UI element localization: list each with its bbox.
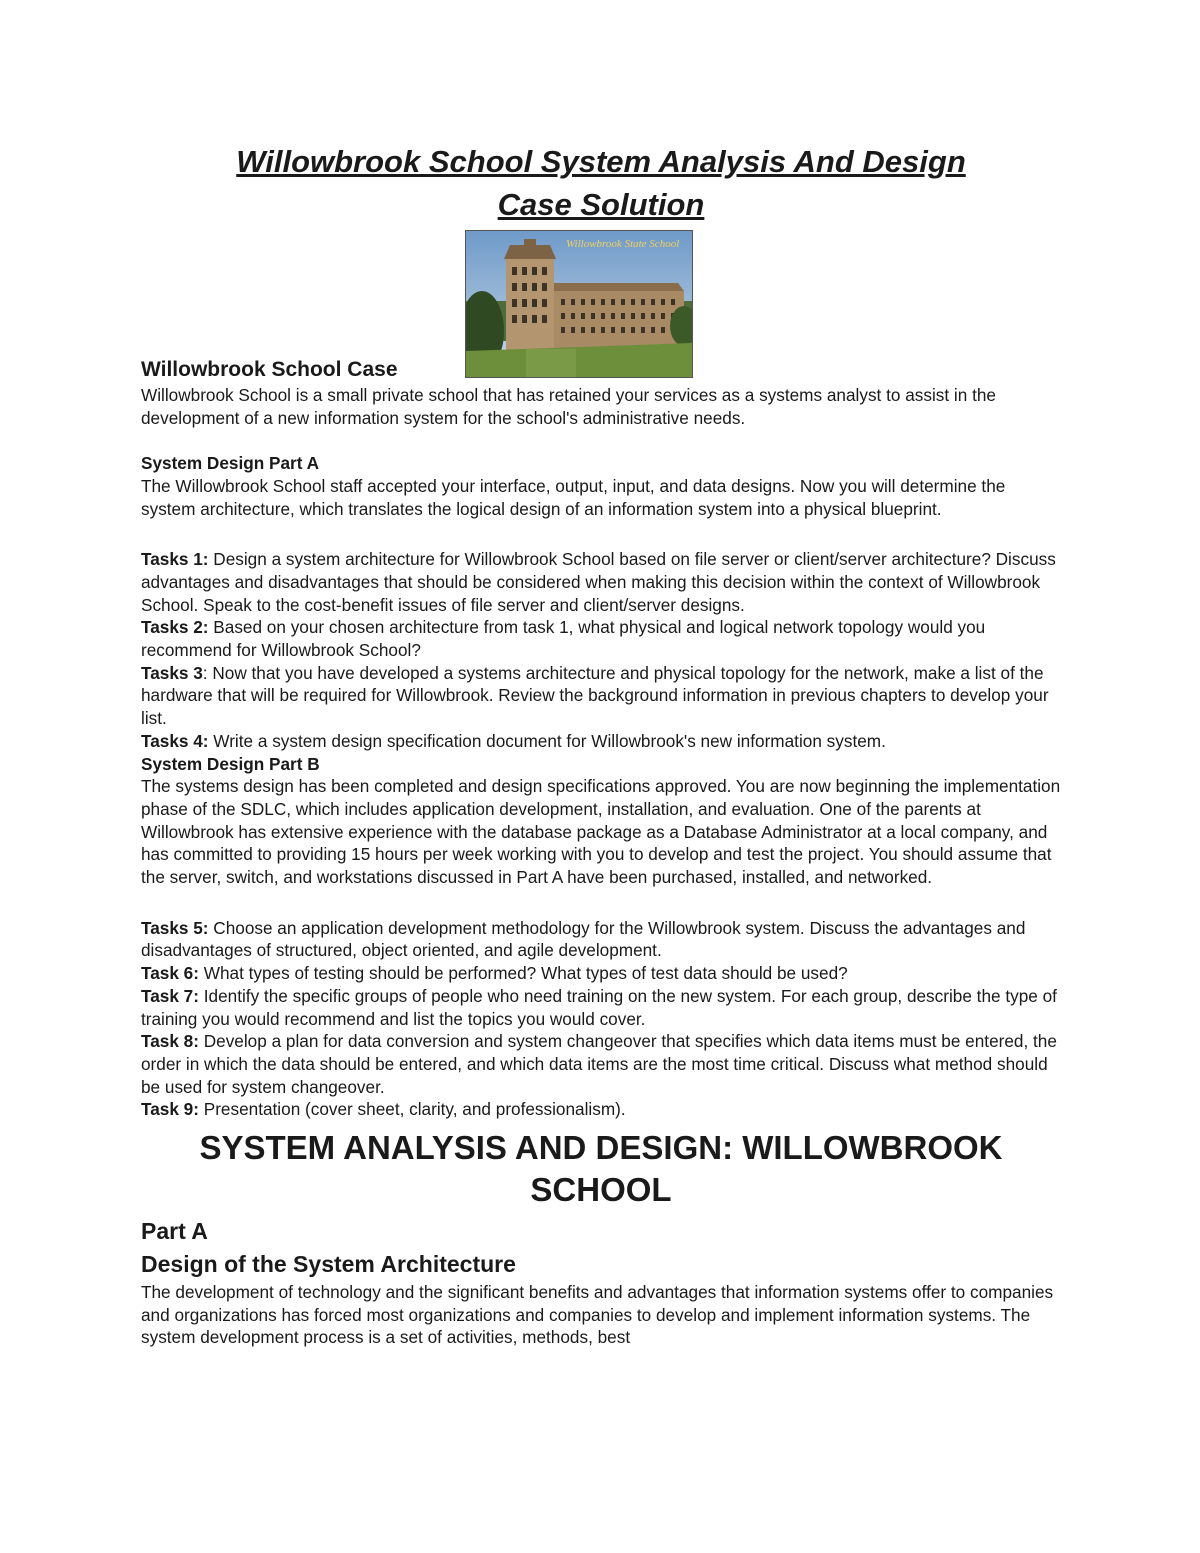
photo-caption-text: Willowbrook State School xyxy=(566,238,680,250)
task-item: Tasks 2: Based on your chosen architecture from task 1, what physical and logical network topology would you recommend for Willowbrook School? xyxy=(141,617,986,661)
document-title xyxy=(141,140,1061,226)
title-line-2: Case Solution xyxy=(497,187,705,222)
tasks-part-a xyxy=(141,548,1061,752)
task-item: Task 9: Presentation (cover sheet, clarity, and professionalism). xyxy=(141,1099,626,1120)
title-line-1: Willowbrook School System Analysis And Design xyxy=(236,144,966,179)
part-a-paragraph: The Willowbrook School staff accepted your interface, output, input, and data designs. Now you will determine the system architecture, which translates the logical design of an information system into a physical blueprint. xyxy=(141,475,1006,519)
school-building-photo xyxy=(465,230,693,378)
task-item: Task 6: What types of testing should be performed? What types of test data should be used? xyxy=(141,963,848,984)
final-paragraph: The development of technology and the significant benefits and advantages that information systems offer to companies and organizations has forced most organizations and companies to develop and implement information systems. The system development process is a set of activities, methods, best xyxy=(141,1282,1054,1348)
task-item: Tasks 3: Now that you have developed a systems architecture and physical topology for the network, make a list of the hardware that will be required for Willowbrook. Review the background information in previous chapters to develop your list. xyxy=(141,662,1049,729)
tasks-part-b xyxy=(141,917,1061,1121)
task-item: Tasks 5: Choose an application development methodology for the Willowbrook system. Discuss the advantages and disadvantages of structured, object oriented, and agile development. xyxy=(141,917,1026,961)
task-item: Task 7: Identify the specific groups of people who need training on the new system. For each group, describe the type of training you would recommend and list the topics you would cover. xyxy=(141,985,1057,1029)
part-a-title: Part A xyxy=(141,1218,208,1245)
intro-paragraph: Willowbrook School is a small private school that has retained your services as a systems analyst to assist in the development of a new information system for the school's administrative needs. xyxy=(141,385,996,428)
case-heading: Willowbrook School Case xyxy=(141,358,398,381)
part-a-heading: System Design Part A xyxy=(141,453,319,474)
design-architecture-title: Design of the System Architecture xyxy=(141,1251,516,1278)
task-item: Tasks 4: Write a system design specification document for Willowbrook's new information system. xyxy=(141,730,886,751)
part-b-heading: System Design Part B xyxy=(141,753,320,774)
task-item: Task 8: Develop a plan for data conversion and system changeover that specifies which data items must be entered, the order in which the data should be entered, and which data items are the most time critical. Discuss what method should be used for system changeover. xyxy=(141,1031,1057,1097)
photo-row xyxy=(141,226,1061,381)
part-b-paragraph: The systems design has been completed and design specifications approved. You are now beginning the implementation phase of the SDLC, which includes application development, installation, and evaluation. One of the parents at Willowbrook has extensive experience with the database package as a Database Administrator at a local company, and has committed to providing 15 hours per week working with you to develop and test the project. You should assume that the server, switch, and workstations discussed in Part A have been purchased, installed, and networked. xyxy=(141,776,1061,888)
task-item: Tasks 1: Design a system architecture for Willowbrook School based on file server or client/server architecture? Discuss advantages and disadvantages that should be considered when making this decision within the context of Willowbrook School. Speak to the cost-benefit issues of file server and client/server designs. xyxy=(141,549,1056,615)
document-page xyxy=(141,140,1061,1349)
main-section-heading: SYSTEM ANALYSIS AND DESIGN: WILLOWBROOK SCHOOL xyxy=(199,1129,1003,1209)
